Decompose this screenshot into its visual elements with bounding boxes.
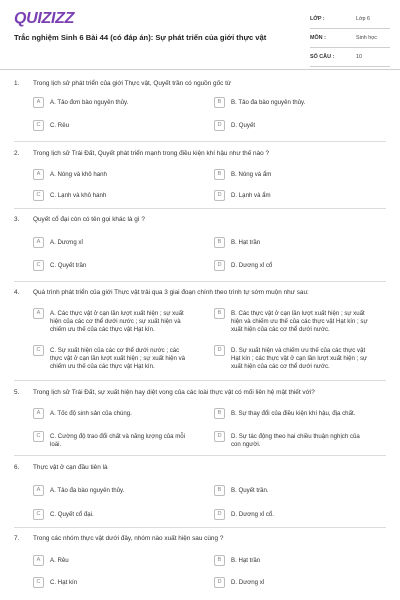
- question-divider: [14, 281, 386, 282]
- question-number: 4.: [14, 289, 20, 296]
- option-letter-box[interactable]: A: [33, 408, 44, 419]
- meta-label: LỚP :: [310, 16, 325, 22]
- question-number: 7.: [14, 535, 20, 542]
- question-text: Thực vật ở cạn đầu tiên là: [33, 464, 108, 471]
- option-letter-box[interactable]: B: [214, 485, 225, 496]
- option-letter-box[interactable]: B: [214, 408, 225, 419]
- question-number: 6.: [14, 464, 20, 471]
- question-text: Trong lịch sử phát triển của giới Thực vật, Quyết trần có nguồn gốc từ: [33, 80, 232, 87]
- option-letter-box[interactable]: D: [214, 431, 225, 442]
- meta-value: Sinh học: [356, 35, 377, 41]
- meta-value: Lớp 6: [356, 16, 371, 22]
- question-divider: [14, 527, 386, 528]
- worksheet-header: [0, 0, 400, 70]
- meta-label: MÔN :: [310, 35, 326, 41]
- option-text: A. Tảo đơn bào nguyên thủy.: [50, 99, 129, 106]
- meta-row-count: [310, 50, 390, 67]
- question-number: 5.: [14, 389, 20, 396]
- question-text: Quá trình phát triển của giới Thực vật trải qua 3 giai đoạn chính theo trình tự sớm muộn như sau:: [33, 289, 309, 296]
- option-text: D. Sự tác động theo hai chiều thuận nghịch của con người.: [231, 433, 360, 449]
- option-text: B. Các thực vật ở cạn lần lượt xuất hiện ; sự xuất hiện và chiếm ưu thế của các thực vật Hạt kín ; sự xuất hiện của các cơ thể dưới nước.: [231, 310, 368, 334]
- option-text: D. Lạnh và ẩm: [231, 192, 271, 199]
- option-text: B. Tảo đa bào nguyên thủy.: [231, 99, 306, 106]
- option-letter-box[interactable]: D: [214, 509, 225, 520]
- option-text: B. Quyết trần.: [231, 487, 269, 494]
- option-letter-box[interactable]: C: [33, 577, 44, 588]
- option-letter-box[interactable]: A: [33, 237, 44, 248]
- option-text: B. Nóng và ẩm: [231, 171, 272, 178]
- question-divider: [14, 380, 386, 381]
- option-text: A. Dương xỉ: [50, 239, 83, 246]
- option-letter-box[interactable]: B: [214, 237, 225, 248]
- option-letter-box[interactable]: C: [33, 509, 44, 520]
- question-number: 1.: [14, 80, 20, 87]
- option-letter-box[interactable]: A: [33, 485, 44, 496]
- option-letter-box[interactable]: B: [214, 308, 225, 319]
- option-text: D. Dương xỉ: [231, 579, 265, 586]
- option-letter-box[interactable]: A: [33, 555, 44, 566]
- question-text: Trong các nhóm thực vật dưới đây, nhóm nào xuất hiện sau cùng ?: [33, 535, 224, 542]
- option-text: C. Quyết trần: [50, 262, 87, 269]
- option-letter-box[interactable]: C: [33, 260, 44, 271]
- option-letter-box[interactable]: B: [214, 169, 225, 180]
- option-letter-box[interactable]: A: [33, 169, 44, 180]
- option-text: D. Sự xuất hiện và chiếm ưu thế của các thực vật Hạt kín ; các thực vật ở cạn lần lượt xuất hiện ; sự xuất hiện của các cơ thể dưới nước.: [231, 347, 368, 371]
- option-text: C. Rêu: [50, 122, 69, 129]
- question-text: Quyết cổ đại còn có tên gọi khác là gì ?: [33, 216, 145, 223]
- option-text: C. Cường độ trao đổi chất và năng lượng của mỗi loài.: [50, 433, 186, 449]
- option-letter-box[interactable]: D: [214, 190, 225, 201]
- quizizz-logo: QUIZIZZ: [14, 10, 75, 27]
- question-divider: [14, 208, 386, 209]
- option-text: D. Dương xỉ cổ.: [231, 511, 274, 518]
- question-divider: [14, 141, 386, 142]
- option-text: C. Quyết cổ đại.: [50, 511, 94, 518]
- option-text: A. Tốc độ sinh sản của chúng.: [50, 410, 132, 417]
- worksheet-title: Trắc nghiệm Sinh 6 Bài 44 (có đáp án): Sự phát triển của giới thực vật: [14, 33, 267, 42]
- option-letter-box[interactable]: C: [33, 120, 44, 131]
- meta-row-grade: [310, 12, 390, 29]
- question-text: Trong lịch sử Trái Đất, sự xuất hiện hay diệt vong của các loài thực vật có mối liên hệ mật thiết với?: [33, 389, 315, 396]
- option-letter-box[interactable]: D: [214, 577, 225, 588]
- question-number: 2.: [14, 150, 20, 157]
- meta-value: 10: [356, 54, 362, 60]
- option-letter-box[interactable]: D: [214, 260, 225, 271]
- option-text: A. Rêu: [50, 557, 69, 564]
- option-text: A. Nóng và khô hanh: [50, 171, 107, 178]
- option-letter-box[interactable]: C: [33, 431, 44, 442]
- option-letter-box[interactable]: D: [214, 345, 225, 356]
- option-text: B. Sự thay đổi của điều kiện khí hậu, địa chất.: [231, 410, 356, 417]
- question-divider: [14, 455, 386, 456]
- option-text: A. Các thực vật ở cạn lần lượt xuất hiện ; sự xuất hiện của các cơ thể dưới nước ; sự xuất hiện và chiếm ưu thế của các thực vật Hạt kín.: [50, 310, 184, 334]
- option-letter-box[interactable]: B: [214, 97, 225, 108]
- option-text: A. Tảo đa bào nguyên thủy.: [50, 487, 125, 494]
- option-text: B. Hạt trần: [231, 557, 261, 564]
- option-text: C. Lạnh và khô hanh: [50, 192, 107, 199]
- meta-row-subject: [310, 31, 390, 48]
- question-number: 3.: [14, 216, 20, 223]
- option-letter-box[interactable]: B: [214, 555, 225, 566]
- option-text: B. Hạt trần: [231, 239, 261, 246]
- option-letter-box[interactable]: A: [33, 308, 44, 319]
- worksheet-meta: [310, 12, 390, 69]
- option-text: D. Dương xỉ cổ: [231, 262, 273, 269]
- meta-label: SỐ CÂU :: [310, 54, 335, 60]
- option-letter-box[interactable]: C: [33, 190, 44, 201]
- option-text: C. Hạt kín: [50, 579, 78, 586]
- option-letter-box[interactable]: A: [33, 97, 44, 108]
- option-letter-box[interactable]: D: [214, 120, 225, 131]
- option-text: D. Quyết: [231, 122, 256, 129]
- option-letter-box[interactable]: C: [33, 345, 44, 356]
- option-text: C. Sự xuất hiện của các cơ thể dưới nước ; các thực vật ở cạn lần lượt xuất hiện ; sự xuất hiện và chiếm ưu thế của các thực vật Hạt kín.: [50, 347, 186, 371]
- question-text: Trong lịch sử Trái Đất, Quyết phát triển mạnh trong điều kiện khí hậu như thế nào ?: [33, 150, 270, 157]
